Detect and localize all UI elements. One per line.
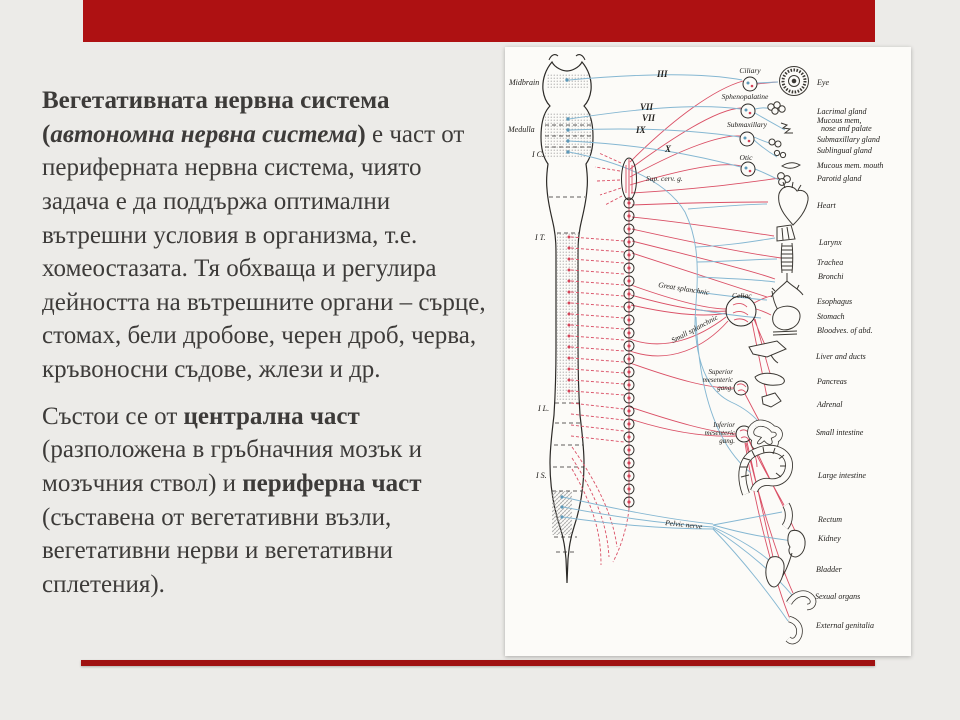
diagram-label: III: [657, 69, 668, 79]
diagram-label: VII: [642, 113, 656, 123]
diagram-label: Sublingual gland: [817, 146, 872, 155]
text-segment: (: [42, 120, 51, 148]
diagram-label: Parotid gland: [817, 174, 862, 183]
text-segment: Вегетативната нервна система: [42, 87, 390, 114]
body-text: [42, 84, 492, 614]
diagram-label: Stomach: [817, 312, 845, 321]
diagram-label: Esophagus: [817, 297, 853, 306]
diagram-label: Pelvic nerve: [664, 518, 703, 531]
diagram-label: Midbrain: [509, 78, 540, 87]
diagram-label: Large intestine: [818, 471, 866, 480]
diagram-label: Sphenopalatine: [721, 92, 769, 101]
diagram-label: Sexual organs: [815, 592, 861, 601]
diagram-label: gang.: [717, 384, 733, 392]
anatomy-diagram: [505, 47, 911, 656]
diagram-label: IX: [636, 125, 646, 135]
diagram-label: Lacrimal gland: [817, 107, 867, 116]
diagram-label: Small splanchnic: [669, 312, 720, 345]
diagram-label: Rectum: [818, 515, 842, 524]
diagram-panel: [505, 47, 911, 656]
diagram-label: Submaxillary: [727, 120, 767, 129]
text-segment: централна част: [183, 402, 360, 430]
diagram-label: nose and palate: [821, 124, 872, 133]
diagram-label: Bloodves. of abd.: [817, 326, 873, 335]
text-segment: (разположена в гръбначния мозък и мозъчния ствол) и: [42, 436, 422, 497]
diagram-label: Larynx: [819, 238, 842, 247]
diagram-label: Sup. cerv. g.: [646, 174, 683, 183]
diagram-label: Otic: [739, 153, 753, 162]
diagram-label: Adrenal: [817, 400, 843, 409]
diagram-label: Superior: [708, 368, 733, 376]
diagram-label: I C.: [532, 150, 544, 159]
body-paragraph-1: [42, 84, 492, 387]
diagram-label: Mucous mem,: [817, 116, 862, 125]
diagram-label: Bronchi: [818, 272, 844, 281]
diagram-label: External genitalia: [816, 621, 874, 630]
bottom-accent-line: [81, 660, 875, 666]
top-accent-bar: [83, 0, 875, 42]
spinal-cord: [541, 55, 593, 583]
diagram-label: Medulla: [508, 125, 535, 134]
diagram-label: X: [665, 144, 672, 154]
text-segment: ): [357, 120, 366, 148]
diagram-label: Ciliary: [739, 66, 761, 75]
diagram-label: I L.: [538, 404, 550, 413]
diagram-label: Kidney: [818, 534, 841, 543]
body-paragraph-2: [42, 400, 492, 602]
diagram-label: VII: [640, 102, 654, 112]
diagram-label: I T.: [535, 233, 546, 242]
diagram-label: Inferior: [713, 421, 735, 429]
diagram-label: Heart: [817, 201, 836, 210]
diagram-label: mesenteric: [702, 376, 733, 384]
diagram-label: Celiac: [732, 291, 752, 300]
text-segment: е част от периферната нервна система, чиято задача е да поддържа оптимални вътрешни условия в организма, т.е. хомеостазата. Тя обхваща и регулира дейността на вътрешните органи – сърце, стомах, бели дробове, черен дроб, черва, кръвоносни съдове, жлези и др.: [42, 120, 486, 383]
diagram-label: mesenteric: [704, 429, 735, 437]
text-segment: Състои се от: [42, 402, 184, 430]
text-segment: периферна част: [242, 469, 422, 497]
text-segment: (съставена от вегетативни възли, вегетативни нерви и вегетативни сплетения).: [42, 503, 393, 598]
diagram-label: Submaxillary gland: [817, 135, 880, 144]
diagram-label: gang.: [719, 437, 735, 445]
diagram-label: Small intestine: [816, 428, 864, 437]
diagram-label: I S.: [536, 471, 547, 480]
diagram-label: Great splanchnic: [657, 280, 711, 298]
diagram-label: Eye: [817, 78, 829, 87]
diagram-label: Trachea: [817, 258, 844, 267]
diagram-label: Pancreas: [817, 377, 847, 386]
diagram-label: Mucous mem. mouth: [817, 161, 884, 170]
diagram-label: Bladder: [816, 565, 842, 574]
text-segment: автономна нервна система: [50, 120, 358, 148]
diagram-label: Liver and ducts: [816, 352, 866, 361]
